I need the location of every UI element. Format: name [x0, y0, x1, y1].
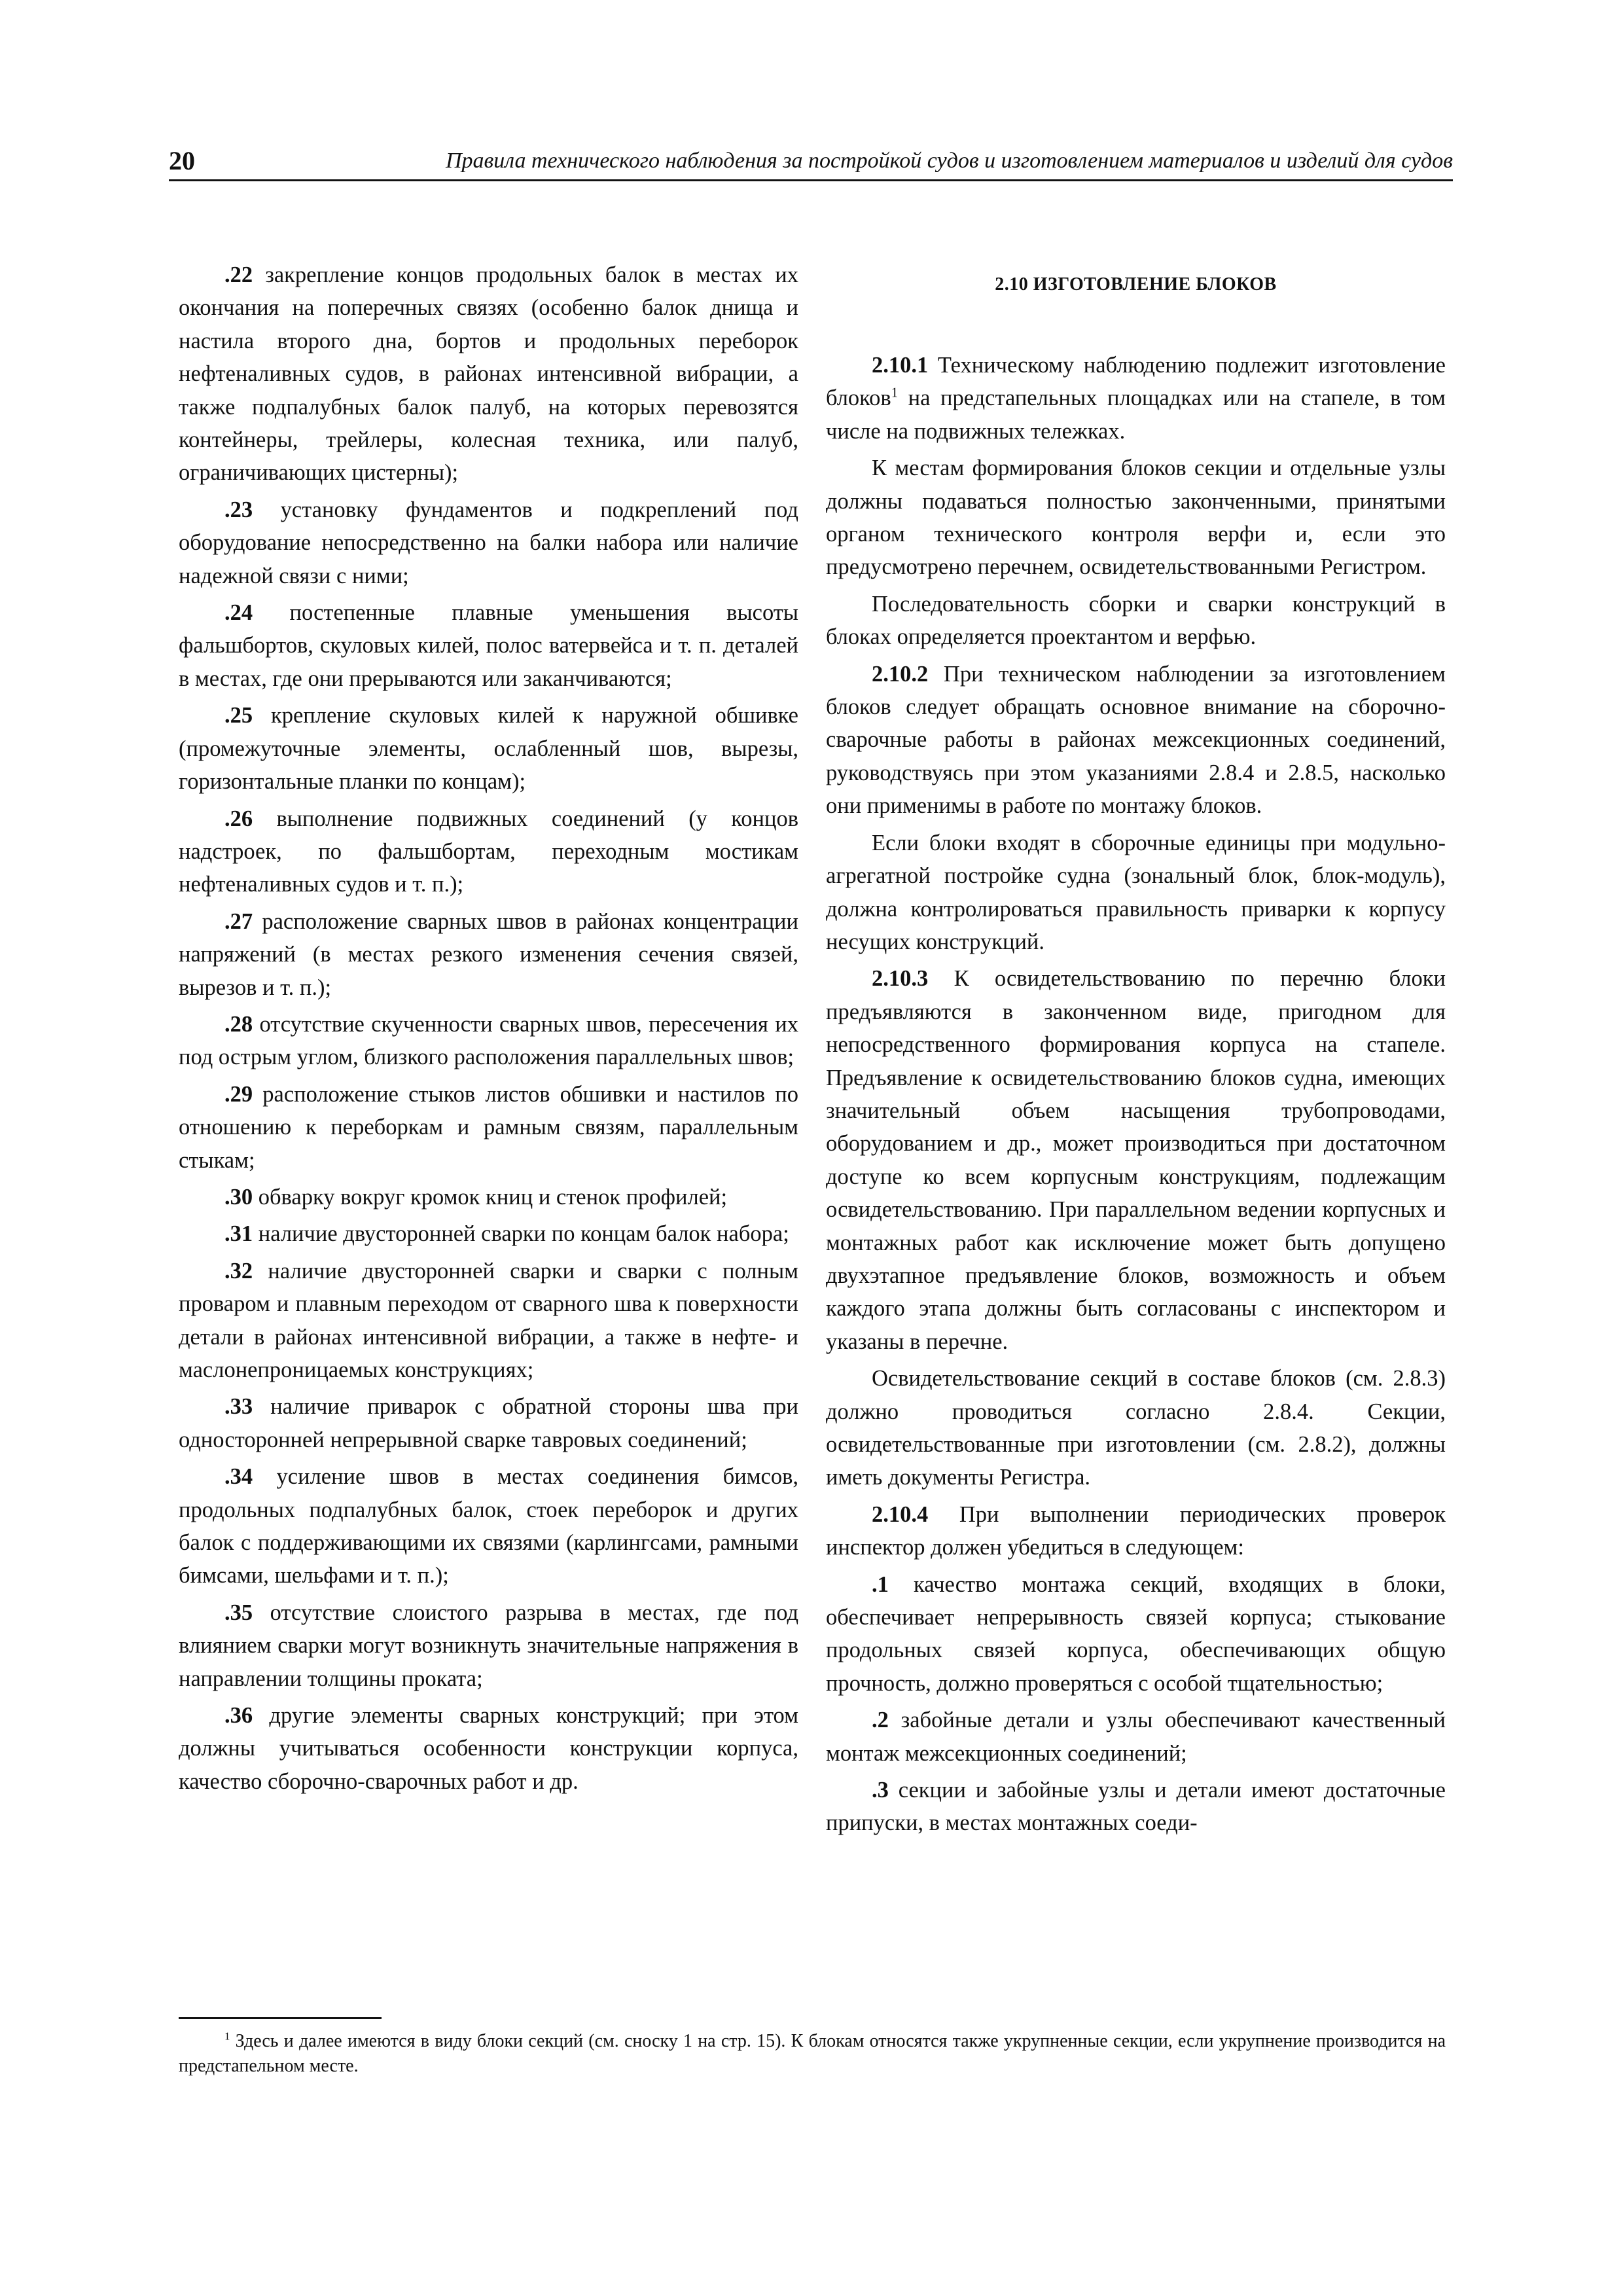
item-number: .23	[224, 497, 253, 522]
page-header	[169, 145, 1453, 181]
item-text: выполнение подвижных соединений (у концов надстроек, по фальшбортам, переходным мостикам нефтеналивных судов и т. п.);	[179, 806, 798, 897]
page-number: 20	[169, 146, 195, 175]
item-text: закрепление концов продольных балок в местах их окончания на поперечных связях (особенно балок днища и настила второго дна, бортов и продольных переборок нефтеналивных судов, в районах интенсивной вибрации, а также подпалубных балок палуб, на которых перевозятся контейнеры, трейлеры, колесная техника, или палуб, ограничивающих цистерны);	[179, 262, 798, 486]
list-item	[826, 1568, 1446, 1700]
list-item	[826, 1704, 1446, 1770]
item-number: .26	[224, 806, 253, 831]
item-text: постепенные плавные уменьшения высоты фальшбортов, скуловых килей, полос ватервейса и т. п. деталей в местах, где они прерываются или заканчиваются;	[179, 600, 798, 691]
item-number: .33	[224, 1394, 253, 1420]
footnote-divider	[179, 2017, 382, 2019]
paragraph	[826, 1498, 1446, 1564]
item-number: .27	[224, 908, 253, 934]
paragraph	[826, 658, 1446, 823]
paragraph: Если блоки входят в сборочные единицы при модульно-агрегатной постройке судна (зональный блок, блок-модуль), должна контролироваться правильность приварки к корпусу несущих конструкций.	[826, 830, 1446, 954]
item-number: .29	[224, 1081, 253, 1107]
section-title: 2.10 ИЗГОТОВЛЕНИЕ БЛОКОВ	[995, 274, 1277, 295]
item-text: усиление швов в местах соединения бимсов, продольных подпалубных балок, стоек переборок и других балок с поддерживающими их связями (карлингсами, рамными бимсами, шельфами и т. п.);	[179, 1464, 798, 1588]
clause-number: 2.10.1	[872, 353, 929, 378]
clause-number: 2.10.3	[872, 966, 929, 992]
item-text: наличие двусторонней сварки и сварки с полным проваром и плавным переходом от сварного шва к поверхности детали в районах интенсивной вибрации, а также в нефте- и маслонепроницаемых конструкциях;	[179, 1258, 798, 1382]
paragraph: Освидетельствование секций в составе блоков (см. 2.8.3) должно проводиться согласно 2.8.4. Секции, освидетельствованные при изготовлении (см. 2.8.2), должны иметь документы Регистра.	[826, 1366, 1446, 1490]
item-text: качество монтажа секций, входящих в блоки, обеспечивает непрерывность связей корпуса; стыкование продольных связей корпуса, обеспечивающих общую прочность, должно проверяться с особой тщательностью;	[826, 1571, 1446, 1696]
footnote-text: Здесь и далее имеются в виду блоки секций (см. сноску 1 на стр. 15). К блокам относятся также укрупненные секции, если укрупнение производится на предстапельном месте.	[179, 2031, 1446, 2076]
list-item	[179, 596, 798, 695]
list-item	[179, 1596, 798, 1695]
item-number: .30	[224, 1184, 253, 1210]
item-number: .34	[224, 1464, 253, 1490]
item-number: .28	[224, 1011, 253, 1037]
item-number: .1	[872, 1571, 889, 1597]
right-column	[826, 259, 1446, 1844]
footnote-ref: 1	[891, 386, 899, 401]
paragraph: Последовательность сборки и сварки конструкций в блоках определяется проектантом и верфью.	[826, 591, 1446, 650]
list-item	[179, 1255, 798, 1387]
list-item	[179, 1078, 798, 1177]
item-text: секции и забойные узлы и детали имеют достаточные припуски, в местах монтажных соеди-	[826, 1778, 1446, 1836]
list-item	[179, 1460, 798, 1592]
item-number: .25	[224, 703, 253, 728]
item-number: .3	[872, 1778, 889, 1803]
item-text: наличие приварок с обратной стороны шва при односторонней непрерывной сварке тавровых соединений;	[179, 1394, 798, 1452]
item-number: .32	[224, 1258, 253, 1283]
clause-number: 2.10.2	[872, 661, 929, 687]
item-number: .35	[224, 1600, 253, 1625]
item-text: расположение стыков листов обшивки и настилов по отношению к переборкам и рамным связям, параллельным стыкам;	[179, 1081, 798, 1173]
running-title: Правила технического наблюдения за постройкой судов и изготовлением материалов и изделий для судов	[445, 149, 1453, 173]
list-item	[179, 905, 798, 1004]
list-item	[179, 493, 798, 592]
paragraph	[826, 349, 1446, 448]
item-text: крепление скуловых килей к наружной обшивке (промежуточные элементы, ослабленный шов, вырезы, горизонтальные планки по концам);	[179, 703, 798, 795]
item-text: установку фундаментов и подкреплений под оборудование непосредственно на балки набора или наличие надежной связи с ними;	[179, 497, 798, 588]
left-column	[179, 259, 798, 1802]
item-text: расположение сварных швов в районах концентрации напряжений (в местах резкого изменения сечения связей, вырезов и т. п.);	[179, 908, 798, 1000]
list-item	[179, 699, 798, 798]
item-text: отсутствие скученности сварных швов, пересечения их под острым углом, близкого расположения параллельных швов;	[179, 1011, 798, 1070]
list-item	[179, 1181, 798, 1213]
paragraph-text: К освидетельствованию по перечню блоки предъявляются в законченном виде, пригодном для непосредственного формирования корпуса на стапеле. Предъявление к освидетельствованию блоков судна, имеющих значительный объем насыщения трубопроводами, оборудованием и др., может производиться при достаточном доступе ко всем корпусным конструкциям, подлежащим освидетельствованию. При параллельном ведении корпусных и монтажных работ как исключение может быть допущено двухэтапное предъявление блоков, возможность и объем каждого этапа должны быть согласованы с инспектором и указаны в перечне.	[826, 966, 1446, 1354]
list-item	[179, 259, 798, 490]
paragraph-text: на предстапельных площадках или на стапеле, в том числе на подвижных тележках.	[826, 386, 1446, 444]
list-item	[179, 1699, 798, 1798]
footnote-marker: 1	[224, 2030, 230, 2043]
list-item	[179, 1217, 798, 1250]
list-item	[179, 1390, 798, 1456]
item-text: забойные детали и узлы обеспечивают качественный монтаж межсекционных соединений;	[826, 1708, 1446, 1766]
list-item	[826, 1774, 1446, 1840]
item-number: .22	[224, 262, 253, 287]
paragraph-text: Техническому наблюдению подлежит изготовление блоков	[826, 353, 1446, 411]
list-item	[179, 1008, 798, 1074]
paragraph: К местам формирования блоков секции и отдельные узлы должны подаваться полностью законченными, принятыми органом технического контроля верфи и, если это предусмотрено перечнем, освидетельствованными Регистром.	[826, 456, 1446, 580]
item-number: .2	[872, 1708, 889, 1733]
item-number: .31	[224, 1221, 253, 1247]
paragraph-text: При выполнении периодических проверок инспектор должен убедиться в следующем:	[826, 1501, 1446, 1560]
item-text: обварку вокруг кромок книц и стенок профилей;	[253, 1184, 728, 1210]
footnote	[179, 2029, 1446, 2079]
clause-number: 2.10.4	[872, 1501, 929, 1527]
item-number: .24	[224, 600, 253, 626]
item-number: .36	[224, 1703, 253, 1729]
item-text: отсутствие слоистого разрыва в местах, где под влиянием сварки могут возникнуть значительные напряжения в направлении толщины проката;	[179, 1600, 798, 1691]
paragraph-text: При техническом наблюдении за изготовлением блоков следует обращать основное внимание на сборочно-сварочные работы в районах межсекционных соединений, руководствуясь при этом указаниями 2.8.4 и 2.8.5, насколько они применимы в работе по монтажу блоков.	[826, 661, 1446, 819]
item-text: другие элементы сварных конструкций; при этом должны учитываться особенности конструкции корпуса, качество сборочно-сварочных работ и др.	[179, 1703, 798, 1794]
list-item	[179, 802, 798, 901]
item-text: наличие двусторонней сварки по концам балок набора;	[253, 1221, 789, 1247]
paragraph	[826, 962, 1446, 1358]
